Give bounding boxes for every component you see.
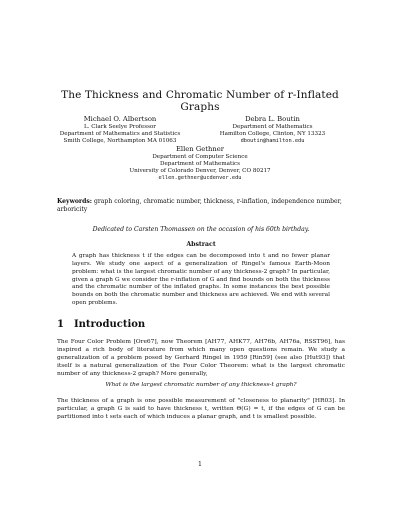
author-block-albertson	[45, 115, 195, 145]
author-affiliation-line: Department of Mathematics and Statistics	[59, 131, 181, 137]
author-email[interactable]: dboutin@hamilton.edu	[240, 138, 305, 144]
author-affiliation-line: Department of Mathematics	[160, 161, 240, 167]
author-affiliation-line: University of Colorado Denver, Denver, CO 80217	[129, 168, 271, 174]
author-affiliation-line: Department of Mathematics	[232, 124, 313, 130]
author-affiliation-line: Department of Computer Science	[152, 154, 248, 160]
abstract-text: A graph has thickness t if the edges can be decomposed into t and no fewer planar layers. We study one aspect of a generalization of Ringel's famous Earth-Moon problem: what is the largest chromatic number of any thickness-2 graph? In particular, given a graph G we consider the r-inflation of G and find bounds on both the thickness and the chromatic number of the inflated graphs. In some instances the best possible bounds on both the chromatic number and thickness are achieved. We end with several open problems.	[72, 253, 330, 307]
author-block-gethner	[110, 145, 290, 182]
author-name: Debra L. Boutin	[245, 115, 300, 123]
abstract-heading: Abstract	[186, 241, 216, 248]
author-affiliation-line: Smith College, Northampton MA 01063	[63, 138, 177, 144]
page-number: 1	[198, 461, 202, 468]
keywords	[57, 198, 345, 214]
section-number: 1	[57, 319, 64, 330]
author-email[interactable]: ellen.gethner@ucdenver.edu	[158, 175, 242, 181]
section-heading	[57, 319, 145, 330]
author-block-boutin	[200, 115, 345, 145]
paper-title: The Thickness and Chromatic Number of r-Inflated Graphs	[61, 89, 339, 113]
section-title: Introduction	[73, 319, 146, 330]
centered-question: What is the largest chromatic number of any thickness-t graph?	[105, 382, 297, 388]
author-affiliation-line: L. Clark Seelye Professor	[84, 124, 156, 130]
dedication: Dedicated to Carsten Thomassen on the occasion of his 60th birthday.	[92, 226, 310, 233]
body-paragraph-2: The thickness of a graph is one possible measurement of "closeness to planarity" [HR03]. In particular, a graph G is said to have thickness t, written Θ(G) = t, if the edges of G can be partitioned into t sets each of which induces a planar graph, and t is smallest possible.	[57, 398, 345, 420]
keywords-label: Keywords:	[57, 198, 93, 205]
author-name: Michael O. Albertson	[83, 115, 157, 123]
body-paragraph-1: The Four Color Problem [Ore67], now Theorem [AH77, AHK77, AH76b, AH76a, RSST96], has inspired a rich body of literature from which many open questions remain. We study a generalization of a problem posed by Gerhard Ringel in 1959 [Rin59] (see also [Hut93]) that itself is a natural generalization of the Four Color Theorem: what is the largest chromatic number of any thickness-2 graph? More generally,	[57, 339, 345, 377]
author-name: Ellen Gethner	[175, 145, 225, 153]
keywords-text: graph coloring, chromatic number, thickness, r-inflation, independence number, arboricity	[57, 198, 342, 214]
author-affiliation-line: Hamilton College, Clinton, NY 13323	[219, 131, 326, 137]
